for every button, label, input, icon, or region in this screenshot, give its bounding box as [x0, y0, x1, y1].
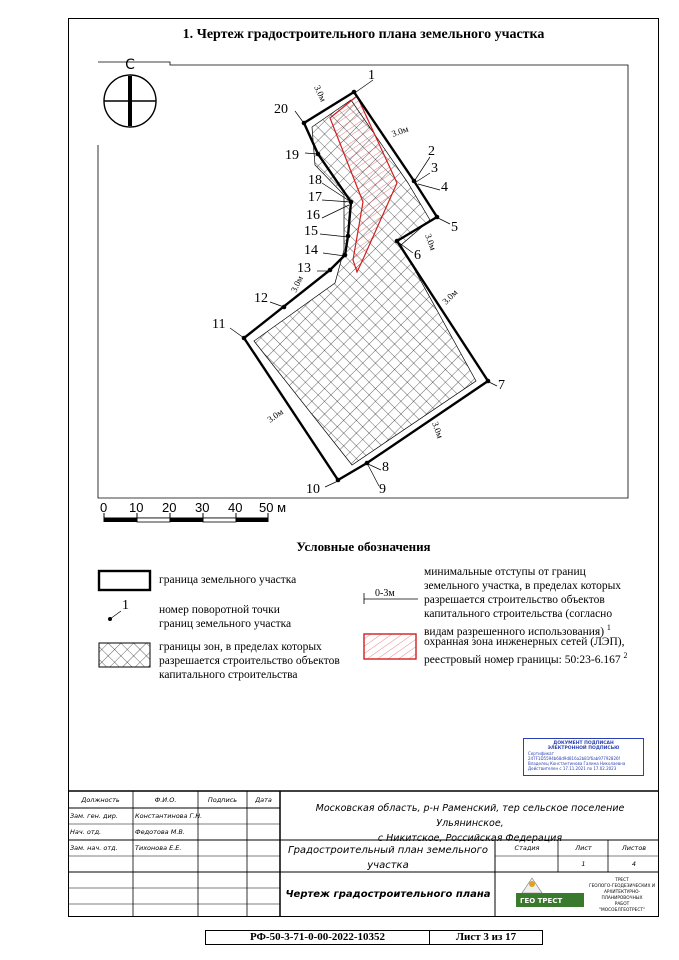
point-number: 14	[304, 243, 318, 258]
scale-tick-label: 40	[228, 500, 243, 515]
tb-sheets-value: 4	[631, 860, 637, 868]
tb-sheets-header: Листов	[621, 844, 647, 852]
scale-tick-label: 0	[100, 500, 108, 515]
point-number: 12	[254, 291, 268, 306]
tb-document-name: Градостроительный план земельного участка	[288, 845, 488, 871]
scale-tick-label: 10	[129, 500, 144, 515]
tb-row-position: Зам. нач. отд.	[70, 844, 118, 852]
tb-row-position: Нач. отд.	[70, 828, 102, 836]
tb-sheet-header: Лист	[575, 844, 592, 852]
legend-boundary-symbol	[99, 571, 150, 590]
footer-doc-number: РФ-50-3-71-0-00-2022-10352	[205, 930, 430, 945]
page-title: 1. Чертеж градостроительного плана земельного участка	[182, 27, 545, 42]
point-number: 2	[428, 144, 435, 159]
electronic-signature-stamp: ДОКУМЕНТ ПОДПИСАН ЭЛЕКТРОННОЙ ПОДПИСЬЮ Сертификат 247F1D5594b68d9d816a2b81f6ab97792826f Владелец Константинова Галина Николаевна Действителен с 17.11.2021 по 17.02.2023	[523, 738, 644, 776]
legend-point-symbol	[108, 598, 129, 621]
scale-tick-label: 30	[195, 500, 210, 515]
legend-setback-sample: 0-3м	[375, 588, 395, 599]
point-number: 18	[308, 173, 322, 188]
tb-stage-header: Стадия	[514, 844, 540, 852]
tb-row-name: Тихонова Е.Е.	[135, 844, 182, 852]
point-number: 16	[306, 208, 320, 223]
legend-zone-text: границы зон, в пределах которых разрешается строительство объектов капитального строительства	[159, 641, 340, 681]
point-number: 10	[306, 482, 320, 497]
north-label: С	[125, 57, 135, 73]
point-number: 9	[379, 482, 386, 497]
setback-label: 3.0м	[288, 274, 305, 294]
north-arrow-icon	[104, 75, 156, 127]
footer-sheet-number: Лист 3 из 17	[430, 930, 543, 945]
legend-boundary-text: граница земельного участка	[159, 574, 297, 586]
tb-drawing-name: Чертеж градостроительного плана	[285, 889, 491, 900]
tb-row-position: Зам. ген. дир.	[70, 812, 118, 820]
setback-label: 3.0м	[312, 83, 329, 104]
setback-label: 3.0м	[430, 420, 446, 440]
legend-setback-text: минимальные отступы от границ земельного участка, в пределах которых разрешается строительство объектов капитального строительства (согласно видам разрешенного использования) $^1$	[424, 566, 622, 638]
setback-label: 3.0м	[423, 232, 439, 252]
legend-zone-symbol	[99, 643, 150, 667]
tb-header-date: Дата	[255, 796, 272, 804]
point-number: 17	[308, 190, 322, 205]
svg-text:1: 1	[122, 598, 129, 613]
setback-label: 3.0м	[390, 123, 410, 139]
point-number: 7	[498, 378, 505, 393]
scale-tick-label: 50 м	[259, 500, 287, 515]
tb-header-position: Должность	[81, 796, 120, 804]
legend-point-text: номер поворотной точки границ земельного участка	[159, 604, 292, 630]
legend-protection-symbol	[364, 634, 416, 659]
tb-address: Московская область, р-н Раменский, тер сельское поселение Ульянинское, с Никитское, Российская Федерация	[315, 803, 625, 844]
point-number: 5	[451, 220, 458, 235]
tb-header-name: Ф.И.О.	[154, 796, 177, 804]
logo-text: ГЕО ТРЕСТ	[520, 897, 563, 905]
point-number: 20	[274, 102, 288, 117]
tb-organization: ТРЕСТ ГЕОЛОГО-ГЕОДЕЗИЧЕСКИХ И АРХИТЕКТУРНО-ПЛАНИРОВОЧНЫХ РАБОТ "МОСОБЛГЕОТРЕСТ"	[588, 878, 656, 913]
point-number: 19	[285, 148, 299, 163]
point-number: 13	[297, 261, 311, 276]
scale-tick-label: 20	[162, 500, 177, 515]
legend-protection-text: охранная зона инженерных сетей (ЛЭП), реестровый номер границы: 50:23-6.167 $^2$	[424, 636, 628, 666]
point-number: 15	[304, 224, 318, 239]
point-number: 4	[441, 180, 448, 195]
tb-sheet-value: 1	[581, 860, 586, 868]
legend-heading: Условные обозначения	[296, 539, 431, 554]
point-number: 11	[212, 317, 226, 332]
tb-row-name: Константинова Г.Н.	[135, 812, 203, 820]
tb-header-signature: Подпись	[207, 796, 238, 804]
point-number: 3	[431, 161, 438, 176]
point-number: 8	[382, 460, 389, 475]
setback-label: 3.0м	[265, 406, 286, 425]
point-number: 6	[414, 248, 421, 263]
tb-row-name: Федотова М.В.	[135, 828, 185, 836]
setback-label: 3.0м	[440, 287, 460, 307]
point-number: 1	[368, 68, 375, 83]
